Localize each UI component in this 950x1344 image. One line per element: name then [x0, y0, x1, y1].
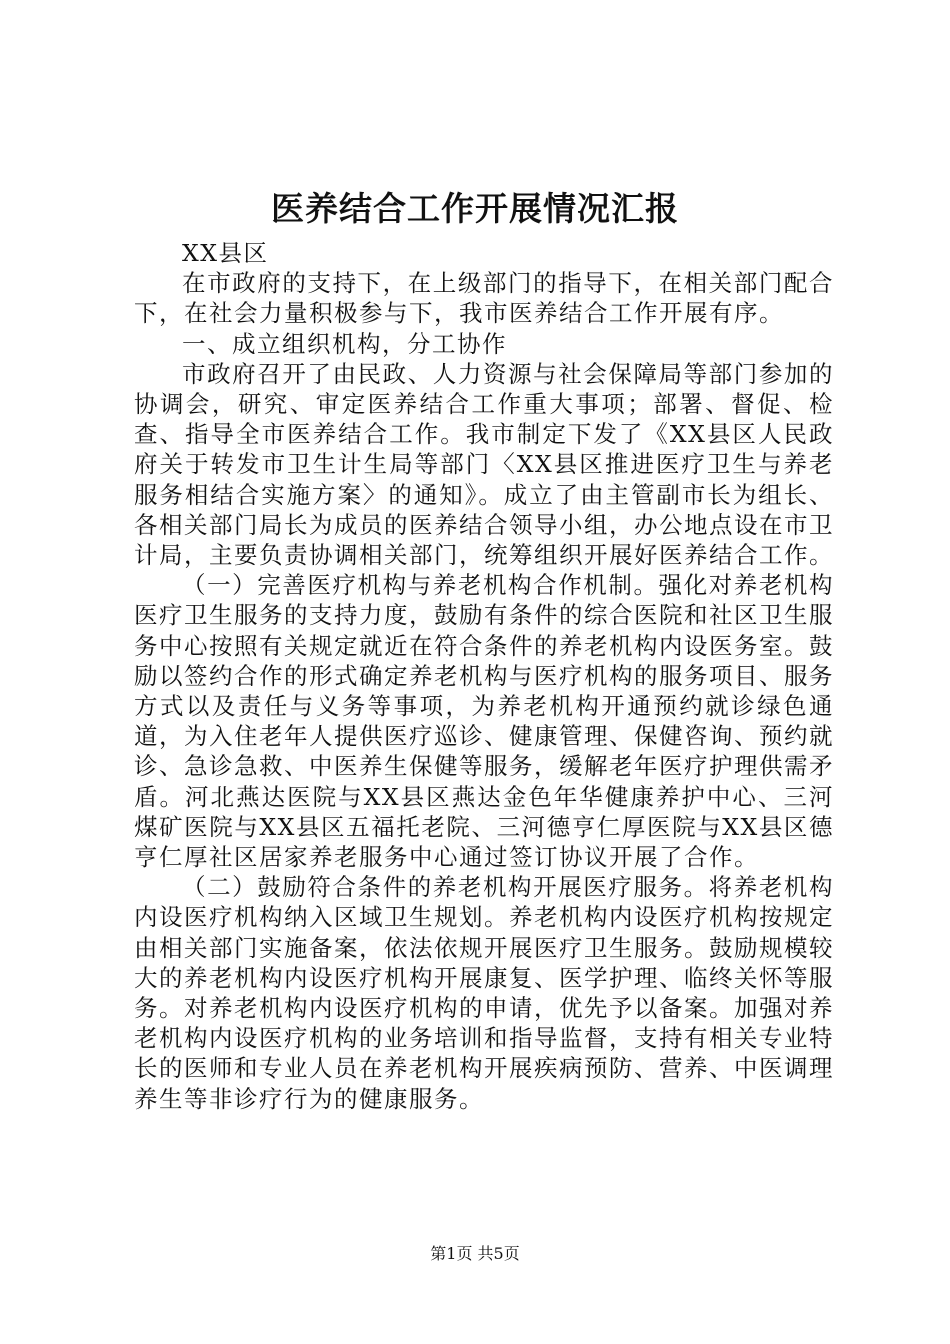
- section-heading-1: 一、成立组织机构，分工协作: [182, 329, 507, 358]
- paragraph-subsection-1: （一）完善医疗机构与养老机构合作机制。强化对养老机构医疗卫生服务的支持力度，鼓励有条件的综合医院和社区卫生服务中心按照有关规定就近在符合条件的养老机构内设医务室。鼓励以签约合作的形式确定养老机构与医疗机构的服务项目、服务方式以及责任与义务等事项，为养老机构开通预约就诊绿色通道，为入住老年人提供医疗巡诊、健康管理、保健咨询、预约就诊、急诊急救、中医养生保健等服务，缓解老年医疗护理供需矛盾。河北燕达医院与XX县区燕达金色年华健康养护中心、三河煤矿医院与XX县区五福托老院、三河德亨仁厚医院与XX县区德亨仁厚社区居家养老服务中心通过签订协议开展了合作。: [134, 571, 834, 872]
- paragraph-subsection-2: （二）鼓励符合条件的养老机构开展医疗服务。将养老机构内设医疗机构纳入区域卫生规划。养老机构内设医疗机构按规定由相关部门实施备案，依法依规开展医疗卫生服务。鼓励规模较大的养老机构内设医疗机构开展康复、医学护理、临终关怀等服务。对养老机构内设医疗机构的申请，优先予以备案。加强对养老机构内设医疗机构的业务培训和指导监督，支持有相关专业特长的医师和专业人员在养老机构开展疾病预防、营养、中医调理养生等非诊疗行为的健康服务。: [134, 873, 834, 1113]
- paragraph-district: XX县区: [182, 239, 269, 267]
- document-title: 医养结合工作开展情况汇报: [271, 189, 679, 228]
- paragraph-section-1: 市政府召开了由民政、人力资源与社会保障局等部门参加的协调会，研究、审定医养结合工作重大事项；部署、督促、检查、指导全市医养结合工作。我市制定下发了《XX县区人民政府关于转发市卫生计生局等部门〈XX县区推进医疗卫生与养老服务相结合实施方案〉的通知》。成立了由主管副市长为组长、各相关部门局长为成员的医养结合领导小组，办公地点设在市卫计局，主要负责协调相关部门，统筹组织开展好医养结合工作。: [134, 359, 834, 570]
- paragraph-intro: 在市政府的支持下，在上级部门的指导下，在相关部门配合下，在社会力量积极参与下，我市医养结合工作开展有序。: [134, 269, 834, 328]
- document-body: [134, 238, 834, 1114]
- page-number-footer: 第1页 共5页: [430, 1244, 520, 1263]
